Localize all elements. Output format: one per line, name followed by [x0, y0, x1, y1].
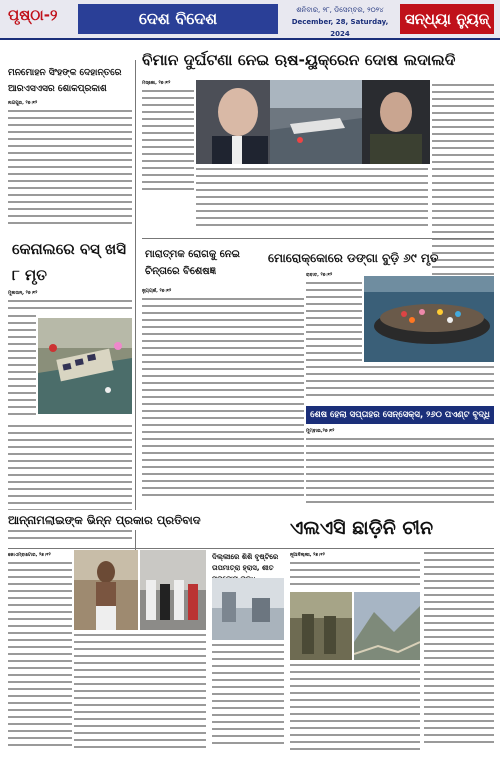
body-lac-right — [424, 552, 494, 752]
dateline-disease: ନ୍ୟୁୟର୍କ, ୨୭।୧୨ — [142, 289, 172, 294]
headline-delhi: ଦିଲ୍ଲୀରେ ଶିଶି ବୃଷ୍ଟିରେ ତାପମାତ୍ରା ହ୍ରାସ, ଶୀତ — [212, 553, 279, 572]
body-kenya-top — [8, 300, 132, 314]
photo-migrant-boat — [364, 276, 494, 362]
divider-lower — [8, 548, 494, 549]
photo-crash-site — [270, 80, 362, 164]
headline-lac: ଏଲଏସି ଛାଡ଼ିନି ଚୀନ — [290, 512, 494, 544]
photo-bus-canal — [38, 318, 132, 414]
body-lac-top — [290, 562, 420, 590]
sensex-banner — [306, 406, 494, 424]
headline-disease: ମାରାତ୍ମକ ରୋଗକୁ ନେଇ ଚିନ୍ତାରେ ବିଶେଷଜ୍ଞ — [145, 249, 240, 277]
newspaper-logo: ସନ୍ଧ୍ୟା ନ୍ୟୁଜ୍ — [400, 4, 494, 34]
body-plane-bottom — [196, 168, 428, 232]
photo-protest-group — [140, 550, 206, 630]
dateline-sensex: ମୁମ୍ବାଇ,୨୭।୧୨ — [306, 429, 335, 434]
column-rule — [135, 60, 136, 550]
photo-soldiers — [290, 592, 352, 660]
headline-morocco: ମୋରୋକ୍କୋରେ ଡଙ୍ଗା ବୁଡ଼ି ୬୯ ମୃତ — [268, 251, 439, 265]
section-title: ଦେଶ ବିଦେଶ — [78, 4, 278, 34]
photo-zelensky — [362, 80, 430, 164]
body-morocco-bottom — [306, 366, 494, 402]
headline-plane: ବିମାନ ଦୁର୍ଘଟଣା ନେଇ ଋଷ-ୟୁକ୍ରେନ ଦୋଷ ଲଦାଲଦି — [142, 51, 456, 69]
body-manmohan — [8, 110, 132, 228]
photo-annamalai-whip — [74, 550, 138, 630]
date-english: December, 28, Saturday, 2024 — [291, 18, 389, 38]
dateline-plane: ମସ୍କୋ, ୨୭।୧୨ — [142, 81, 171, 86]
page-number: ପୃଷ୍ଠା-୨ — [8, 6, 58, 24]
dateline-lac: ନୂଆଦିଲ୍ଲୀ, ୨୭।୧୨ — [290, 553, 325, 558]
body-sensex — [306, 438, 494, 508]
body-annamalai-bottom — [74, 634, 206, 752]
divider-disease — [142, 238, 494, 239]
body-disease — [142, 298, 304, 506]
headline-manmohan: ମନମୋହନ ସିଂହଙ୍କ ଦେହାନ୍ତରେ ଆରଏସଏସର ଶୋକପ୍ରକାଶ — [8, 68, 122, 94]
body-lac-bottom — [290, 664, 420, 752]
date-block — [285, 5, 395, 40]
body-delhi — [212, 644, 284, 752]
photo-delhi-weather — [212, 578, 284, 640]
headline-kenya: କେନାଲରେ ବସ୍ ଖସି ୮ ମୃତ — [12, 240, 127, 284]
headline-sensex: ଶେଷ ହେଲା ସପ୍ତାହର ସେନ୍ସେକ୍ସ, ୨୬୦ ପଏଣ୍ଟ ବୃଦ୍ଧି — [310, 410, 490, 420]
dateline-morocco: ରାବାତ, ୨୭।୧୨ — [306, 273, 333, 278]
photo-putin — [196, 80, 274, 164]
masthead — [0, 0, 500, 40]
body-kenya-side — [8, 315, 36, 425]
body-annamalai-left — [8, 562, 72, 752]
body-plane-right — [432, 84, 494, 304]
body-plane-col1 — [142, 90, 194, 200]
photo-mountain-road — [354, 592, 420, 660]
dateline-annamalai: କୋଏମ୍ବାଟୋର, ୨୭।୧୨ — [8, 553, 51, 558]
dateline-manmohan: ନାଗପୁର, ୨୭।୧୨ — [8, 101, 38, 106]
dateline-kenya: ମୁଲତାନ୍, ୨୭।୧୨ — [8, 291, 38, 296]
headline-annamalai: ଆନ୍ନାମଲାଇଙ୍କ ଭିନ୍ନ ପ୍ରକାର ପ୍ରତିବାଦ — [8, 510, 218, 530]
date-odia: ଶନିବାର, ୨୮, ଡିସେମ୍ବର, ୨୦୨୪ — [296, 6, 384, 14]
